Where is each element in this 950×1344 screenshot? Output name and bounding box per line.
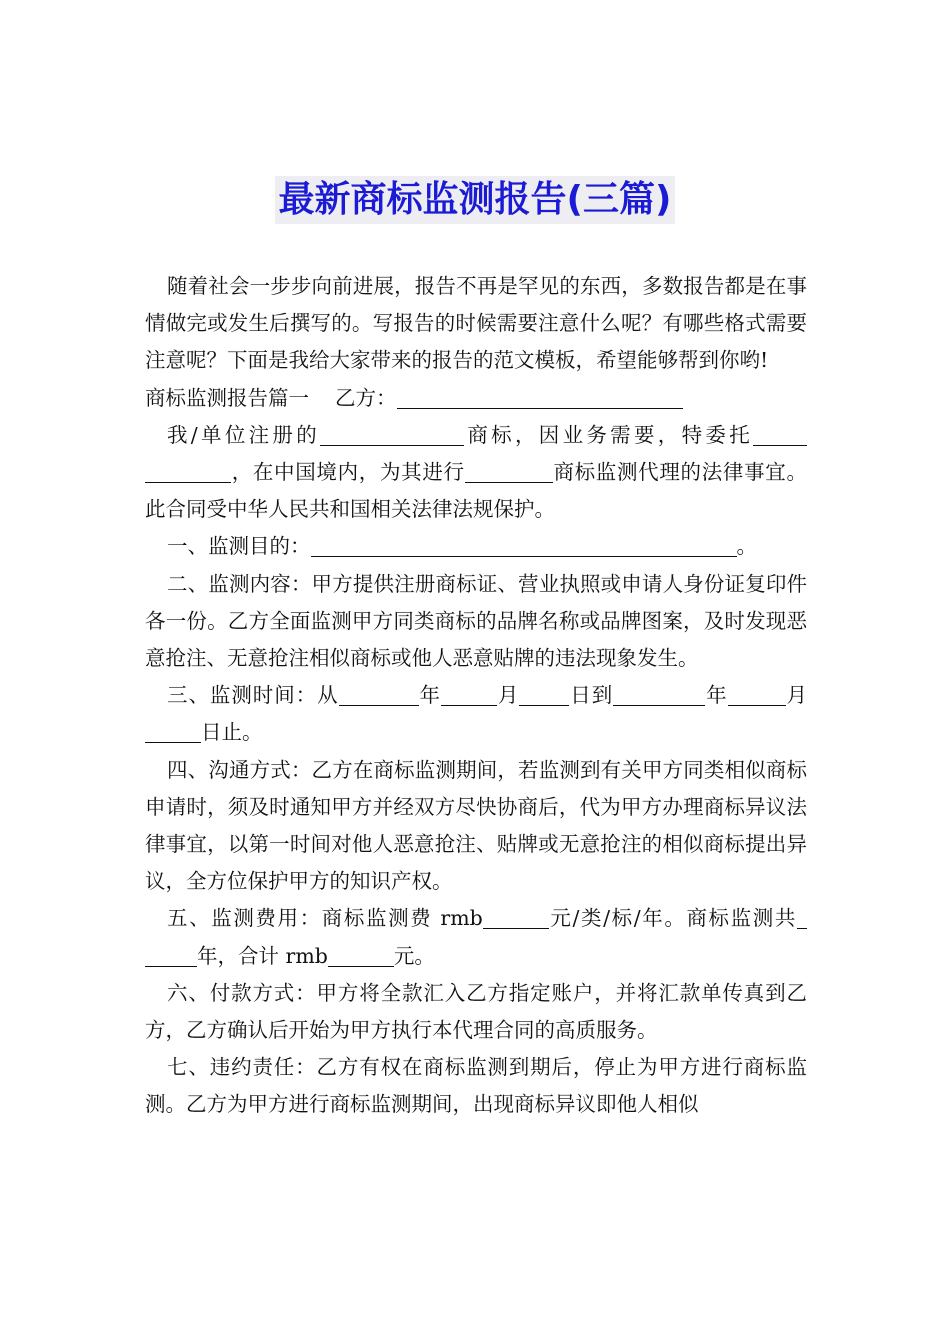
title-container xyxy=(0,176,950,224)
fee-years-blank-a xyxy=(797,906,807,929)
item-purpose xyxy=(145,528,807,565)
fee-text-4: 元。 xyxy=(393,943,435,968)
fee-text-2: 元/类/标/年。商标监测共 xyxy=(548,906,797,931)
trademark-name-blank xyxy=(320,423,464,446)
fee-text-1: 五、监测费用：商标监测费 rmb xyxy=(167,906,483,931)
item-time xyxy=(145,677,807,751)
end-month-blank-a xyxy=(728,683,758,706)
document-title: 最新商标监测报告(三篇) xyxy=(275,176,676,224)
section-heading: 商标监测报告篇一 xyxy=(145,385,309,410)
purpose-end: 。 xyxy=(736,534,757,559)
purpose-blank xyxy=(311,534,737,557)
entrust-text-2: 商标，因业务需要，特委托 xyxy=(464,422,753,447)
party-b-blank xyxy=(397,386,683,409)
paragraph-entrust xyxy=(145,417,807,529)
entrust-text-3: ，在中国境内，为其进行 xyxy=(231,460,465,485)
start-day-blank xyxy=(519,683,569,706)
entrust-text-4: 商标监测代理的法律事宜。此合同受中华人民共和国相关法律法规保护。 xyxy=(145,460,807,522)
item-communication: 四、沟通方式：乙方在商标监测期间，若监测到有关甲方同类相似商标申请时，须及时通知甲方并经双方尽快协商后，代为甲方办理商标异议法律事宜，以第一时间对他人恶意抢注、贴牌或无意抢注的相似商标提出异议，全方位保护甲方的知识产权。 xyxy=(145,757,807,894)
time-text-5: 年 xyxy=(705,683,728,708)
agent-blank-a xyxy=(753,423,807,446)
start-year-blank xyxy=(339,683,419,706)
document-body xyxy=(145,268,807,1124)
item-liability: 七、违约责任：乙方有权在商标监测到期后，停止为甲方进行商标监测。乙方为甲方进行商标监测期间，出现商标异议即他人相似 xyxy=(145,1055,807,1117)
party-b-label: 乙方： xyxy=(335,385,397,410)
end-month-blank-b xyxy=(758,683,786,706)
time-text-3: 月 xyxy=(496,683,520,708)
intro-paragraph: 随着社会一步步向前进展，报告不再是罕见的东西，多数报告都是在事情做完或发生后撰写的。写报告的时候需要注意什么呢？有哪些格式需要注意呢？下面是我给大家带来的报告的范文模板，希望能够帮到你哟! xyxy=(145,274,807,373)
end-year-blank xyxy=(613,683,705,706)
item-fee xyxy=(145,900,807,974)
time-text-7: 日止。 xyxy=(201,720,263,745)
item-payment: 六、付款方式：甲方将全款汇入乙方指定账户，并将汇款单传真到乙方，乙方确认后开始为甲方执行本代理合同的高质服务。 xyxy=(145,980,807,1043)
time-text-2: 年 xyxy=(418,683,441,708)
purpose-label: 一、监测目的： xyxy=(167,534,311,559)
entrust-text-1: 我/单位注册的 xyxy=(167,422,321,447)
agent-blank-b xyxy=(145,460,231,483)
time-text-1: 三、监测时间：从 xyxy=(167,683,339,708)
fee-rate-blank xyxy=(483,906,549,929)
end-day-blank xyxy=(145,720,201,743)
item-content: 二、监测内容：甲方提供注册商标证、营业执照或申请人身份证复印件各一份。乙方全面监测甲方同类商标的品牌名称或品牌图案，及时发现恶意抢注、无意抢注相似商标或他人恶意贴牌的违法现象发生。 xyxy=(145,571,807,671)
fee-text-3: 年，合计 rmb xyxy=(197,943,328,968)
time-text-6: 月 xyxy=(785,683,808,708)
heading-line xyxy=(145,380,807,417)
scope-blank xyxy=(465,460,553,483)
time-text-4: 日到 xyxy=(569,683,614,708)
fee-years-blank-b xyxy=(145,944,197,967)
fee-total-blank xyxy=(328,944,394,967)
start-month-blank xyxy=(441,683,497,706)
